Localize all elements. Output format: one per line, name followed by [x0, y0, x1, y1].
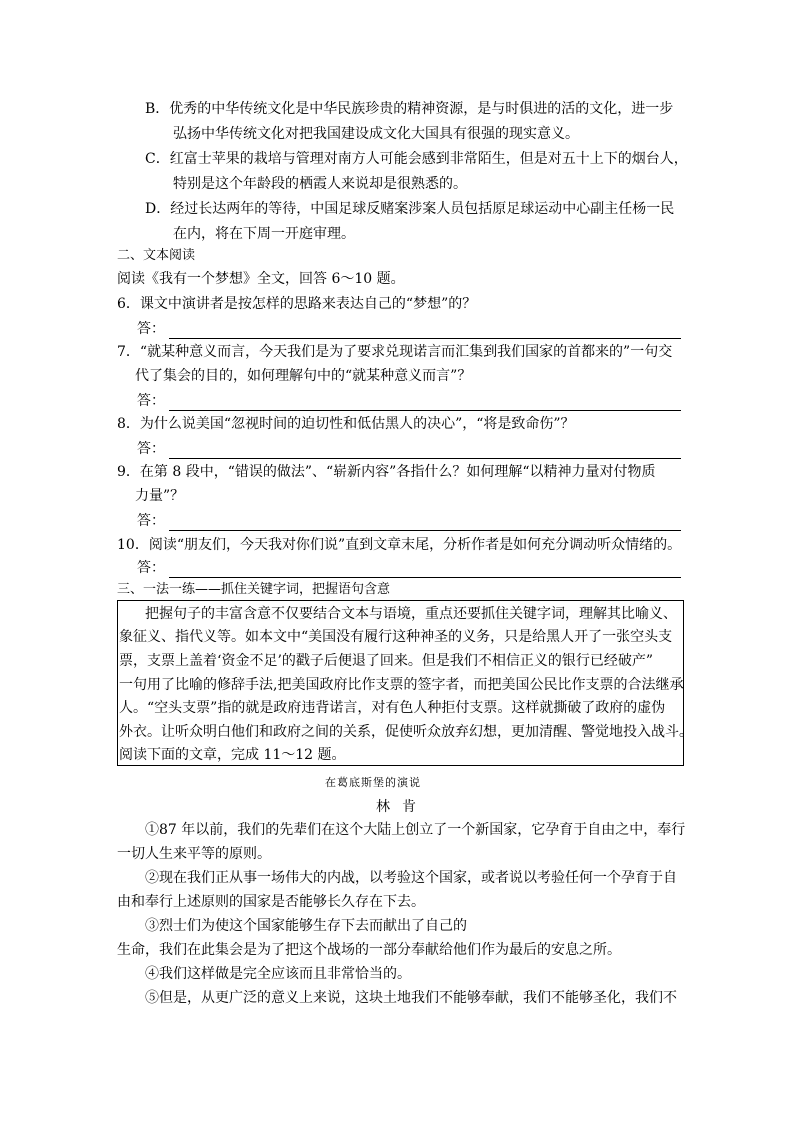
question-7-line-1: 7．“就某种意义而言，今天我们是为了要求兑现诺言而汇集到我们国家的首都来的”一句交 — [117, 344, 673, 360]
answer-blank-8[interactable] — [137, 439, 681, 459]
answer-label: 答： — [137, 441, 165, 457]
box-line: 阅读下面的文章，完成 11～12 题。 — [119, 747, 346, 763]
question-8: 8．为什么说美国“忽视时间的迫切性和低估黑人的决心”，“将是致命伤”？ — [117, 416, 575, 432]
answer-label: 答： — [137, 393, 165, 409]
article-line: ⑤但是，从更广泛的意义上来说，这块土地我们不能够奉献，我们不能够圣化，我们不 — [145, 990, 677, 1006]
article-line: ④我们这样做是完全应该而且非常恰当的。 — [145, 966, 411, 982]
option-d-line-2: 在内，将在下周一开庭审理。 — [173, 226, 355, 242]
answer-line — [169, 516, 681, 531]
question-10: 10．阅读“朋友们，今天我对你们说”直到文章末尾，分析作者是如何充分调动听众情绪的。 — [117, 537, 682, 553]
article-line: 由和奉行上述原则的国家是否能够长久存在下去。 — [117, 894, 425, 910]
answer-line — [169, 563, 681, 578]
box-line: 人。“空头支票”指的就是政府违背诺言，对有色人种拒付支票。这样就撕破了政府的虚伪 — [119, 700, 666, 716]
article-line: ①87 年以前，我们的先辈们在这个大陆上创立了一个新国家，它孕育于自由之中，奉行 — [145, 822, 686, 838]
answer-blank-7[interactable] — [137, 391, 681, 411]
answer-label: 答： — [137, 560, 165, 576]
section-heading-method: 三、一法一练——抓住关键字词，把握语句含意 — [117, 582, 391, 597]
section-intro: 阅读《我有一个梦想》全文，回答 6～10 题。 — [117, 271, 405, 287]
article-line: ③烈士们为使这个国家能够生存下去而献出了自己的 — [145, 918, 467, 934]
article-line: 生命，我们在此集会是为了把这个战场的一部分奉献给他们作为最后的安息之所。 — [117, 942, 621, 958]
question-9-line-2: 力量”？ — [135, 488, 185, 504]
question-6: 6．课文中演讲者是按怎样的思路来表达自己的“梦想”的？ — [117, 296, 477, 312]
option-b-line-2: 弘扬中华传统文化对把我国建设成文化大国具有很强的现实意义。 — [173, 126, 579, 142]
answer-label: 答： — [137, 513, 165, 529]
answer-blank-6[interactable] — [137, 319, 681, 339]
box-line: 外衣。让听众明白他们和政府之间的关系，促使听众放弃幻想，更加清醒、警觉地投入战斗。 — [119, 724, 693, 740]
box-line: 象征义、指代义等。如本文中“美国没有履行这种神圣的义务，只是给黑人开了一张空头支 — [119, 629, 673, 645]
option-c-line-1: C．红富士苹果的栽培与管理对南方人可能会感到非常陌生，但是对五十上下的烟台人， — [145, 151, 688, 167]
article-author: 林肯 — [376, 799, 428, 815]
box-line: 把握句子的丰富含意不仅要结合文本与语境，重点还要抓住关键字词，理解其比喻义、 — [145, 606, 677, 622]
question-7-line-2: 代了集会的目的，如何理解句中的“就某种意义而言”？ — [135, 368, 472, 384]
answer-line — [169, 444, 681, 459]
article-title: 在葛底斯堡的演说 — [325, 776, 421, 789]
answer-blank-9[interactable] — [137, 511, 681, 531]
box-line: 一句用了比喻的修辞手法,把美国政府比作支票的签字者，而把美国公民比作支票的合法继承 — [119, 677, 684, 693]
article-line: 一切人生来平等的原则。 — [117, 846, 271, 862]
option-c-line-2: 特别是这个年龄段的栖霞人来说却是很熟悉的。 — [173, 176, 467, 192]
option-b-line-1: B．优秀的中华传统文化是中华民族珍贵的精神资源，是与时俱进的活的文化，进一步 — [145, 101, 674, 117]
answer-line — [169, 396, 681, 411]
answer-label: 答： — [137, 321, 165, 337]
section-heading-text-reading: 二、文本阅读 — [117, 248, 196, 263]
box-line: 票，支票上盖着‘资金不足’的戳子后便退了回来。但是我们不相信正义的银行已经破产” — [119, 653, 654, 669]
question-9-line-1: 9．在第 8 段中，“错误的做法”、“崭新内容”各指什么？如何理解“以精神力量对付物质 — [117, 464, 656, 480]
article-line: ②现在我们正从事一场伟大的内战，以考验这个国家，或者说以考验任何一个孕育于自 — [145, 870, 677, 886]
answer-blank-10[interactable] — [137, 558, 681, 578]
answer-line — [169, 324, 681, 339]
option-d-line-1: D．经过长达两年的等待，中国足球反赌案涉案人员包括原足球运动中心副主任杨一民 — [145, 201, 675, 217]
